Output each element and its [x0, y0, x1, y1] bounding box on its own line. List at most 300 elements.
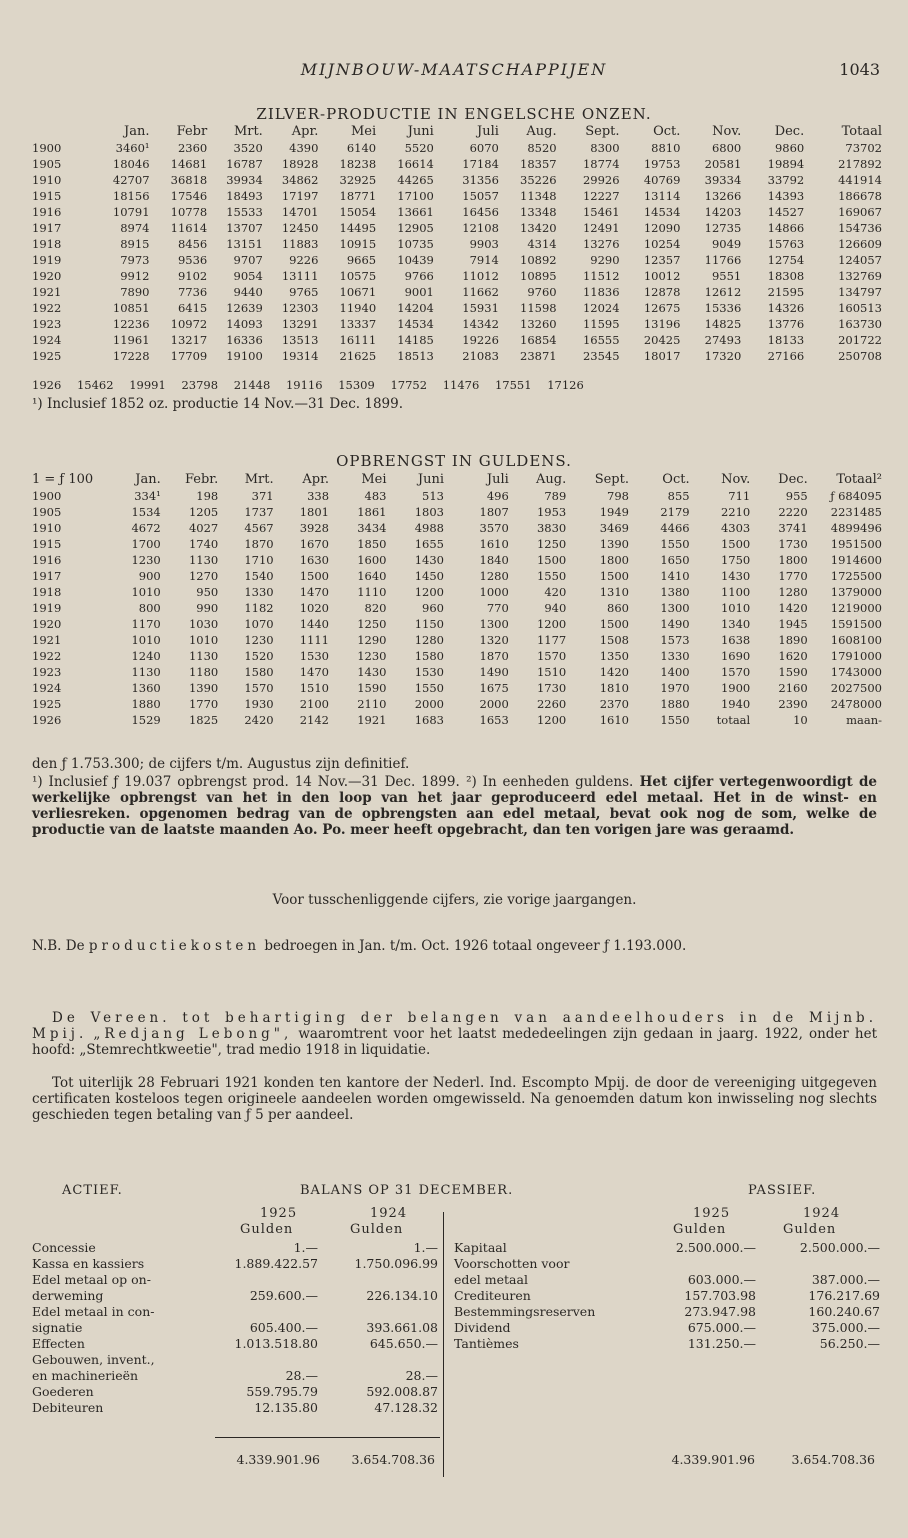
table-cell: 2260: [536, 697, 567, 711]
table-cell: 3520: [233, 141, 263, 155]
table-cell: 1500: [299, 569, 330, 583]
table-cell: 1420: [599, 665, 629, 679]
table-cell: 1000: [479, 585, 509, 599]
table-cell: 8810: [651, 141, 681, 155]
table-cell: 1570: [244, 681, 274, 695]
table-cell: 8456: [177, 237, 208, 251]
row-year: 1926: [32, 713, 62, 727]
table-cell: 16854: [520, 333, 557, 347]
table-cell: 2100: [299, 697, 330, 711]
table-cell: 1490: [479, 665, 509, 679]
table-cell: 12878: [643, 285, 681, 299]
liability-label: Crediteuren: [454, 1288, 531, 1303]
table-cell: 14203: [704, 205, 742, 219]
asset-value-1925: 1.—: [293, 1240, 318, 1255]
table-cell: 4899496: [830, 521, 882, 535]
table-cell: 9290: [590, 253, 620, 267]
table-cell: 73702: [845, 141, 882, 155]
table-cell: 6140: [346, 141, 377, 155]
table-cell: 1800: [599, 553, 629, 567]
table-cell: 13111: [281, 269, 319, 283]
table-cell: 940: [544, 601, 567, 615]
table-cell: 1900: [720, 681, 751, 695]
asset-currency-2: Gulden: [350, 1222, 404, 1237]
table-cell: 496: [486, 489, 509, 503]
asset-row: [30, 1272, 440, 1288]
row-year: 1925: [32, 697, 62, 711]
guilders-row: [32, 632, 882, 648]
table-cell: 1870: [479, 649, 509, 663]
table-cell: 33792: [767, 173, 805, 187]
table-cell: 8915: [120, 237, 150, 251]
table-cell: 14204: [397, 301, 434, 315]
association-paragraph-1: [32, 1010, 877, 1058]
table-cell: 9001: [404, 285, 434, 299]
asset-label: Concessie: [32, 1240, 96, 1255]
table-cell: 1683: [414, 713, 444, 727]
see-previous-note: Voor tusschenliggende cijfers, zie vorige jaargangen.: [272, 892, 637, 908]
table-cell: 1490: [660, 617, 690, 631]
table-cell: 9707: [233, 253, 263, 267]
table-cell: 1219000: [830, 601, 882, 615]
table-cell: 10778: [170, 205, 208, 219]
table-cell: 13513: [281, 333, 319, 347]
asset-label: signatie: [32, 1320, 83, 1335]
table-cell: 770: [486, 601, 509, 615]
table-cell: 1340: [720, 617, 751, 631]
guilders-col-header: Totaal²: [836, 472, 882, 487]
silver-col-header: Apr.: [291, 124, 319, 139]
table-cell: 12227: [582, 189, 620, 203]
table-cell: 1921: [357, 713, 387, 727]
table-cell: 11662: [462, 285, 499, 299]
table-cell: 15763: [767, 237, 805, 251]
guilders-footnote-2: ²) In eenheden guldens.: [466, 774, 634, 790]
table-cell: 12303: [281, 301, 319, 315]
table-cell: 12754: [767, 253, 805, 267]
balance-title: BALANS OP 31 DECEMBER.: [300, 1183, 514, 1198]
silver-row: [32, 316, 882, 332]
liability-value-1925: 675.000.—: [687, 1320, 756, 1335]
table-cell: 12357: [643, 253, 681, 267]
table-cell: 11961: [112, 333, 150, 347]
table-cell: 1010: [188, 633, 219, 647]
row-year: 1920: [32, 269, 62, 283]
table-cell: 3928: [299, 521, 330, 535]
row-year: 1922: [32, 301, 62, 315]
table-cell: 134797: [838, 285, 882, 299]
asset-label: Effecten: [32, 1336, 85, 1351]
liability-value-1924: [758, 1256, 882, 1272]
asset-currency-1: Gulden: [240, 1222, 294, 1237]
table-cell: 1770: [778, 569, 808, 583]
company-name: „Redjang Lebong",: [93, 1026, 293, 1042]
row-year: 1900: [32, 141, 62, 155]
table-cell: 1640: [357, 569, 387, 583]
guilders-row: [32, 504, 882, 520]
table-cell: 16614: [397, 157, 434, 171]
table-cell: 1320: [479, 633, 509, 647]
table-cell: 1550: [660, 537, 690, 551]
silver-row: [32, 204, 882, 220]
table-cell: 19991: [129, 378, 166, 392]
running-title: MIJNBOUW-MAATSCHAPPIJEN: [300, 60, 608, 79]
liability-value-1925: [632, 1256, 758, 1272]
table-cell: 1600: [357, 553, 387, 567]
asset-value-1924: [320, 1352, 440, 1368]
table-cell: 19314: [281, 349, 319, 363]
table-cell: 1890: [778, 633, 808, 647]
table-cell: 8300: [590, 141, 620, 155]
table-cell: 44265: [397, 173, 434, 187]
liability-label: edel metaal: [454, 1272, 528, 1287]
table-cell: 2360: [177, 141, 208, 155]
table-cell: 371: [251, 489, 274, 503]
silver-col-header: Mrt.: [233, 124, 263, 139]
asset-label: en machinerieën: [32, 1368, 139, 1383]
guilders-col-header: Mrt.: [244, 472, 274, 487]
currency-label: 1 = ƒ 100: [32, 472, 94, 487]
table-cell: 1070: [244, 617, 274, 631]
table-cell: 711: [728, 489, 751, 503]
assets-total-1925: 4.339.901.96: [236, 1452, 320, 1467]
table-cell: 1670: [299, 537, 330, 551]
table-cell: 1150: [414, 617, 444, 631]
table-cell: 16336: [226, 333, 263, 347]
row-year: 1900: [32, 489, 62, 503]
liabilities-total-1924: 3.654.708.36: [791, 1452, 875, 1467]
asset-label: derweming: [32, 1288, 104, 1303]
liability-label: Tantièmes: [454, 1336, 519, 1351]
liability-value-1925: 273.947.98: [684, 1304, 756, 1319]
asset-value-1924: [320, 1272, 440, 1288]
asset-label: Debiteuren: [32, 1400, 104, 1415]
table-cell: 14342: [462, 317, 499, 331]
table-cell: 14093: [226, 317, 263, 331]
asset-label: Gebouwen, invent.,: [32, 1352, 155, 1367]
table-cell: 1930: [244, 697, 274, 711]
table-cell: 1280: [778, 585, 808, 599]
table-cell: 513: [422, 489, 444, 503]
table-cell: 12108: [462, 221, 499, 235]
table-cell: 11940: [339, 301, 377, 315]
table-cell: 217892: [838, 157, 882, 171]
table-cell: 186678: [838, 189, 882, 203]
table-cell: 9766: [404, 269, 434, 283]
table-cell: 1534: [131, 505, 161, 519]
asset-row: [30, 1256, 440, 1272]
row-year: 1921: [32, 285, 62, 299]
guilders-col-header: Jan.: [135, 472, 161, 487]
table-cell: 4390: [289, 141, 319, 155]
table-cell: 2478000: [830, 697, 882, 711]
table-cell: 1690: [720, 649, 751, 663]
table-cell: 13260: [520, 317, 557, 331]
table-cell: 11836: [582, 285, 620, 299]
table-cell: 1791000: [830, 649, 882, 663]
liability-row: [452, 1304, 882, 1320]
guilders-notes: [32, 774, 877, 838]
table-cell: 1801: [299, 505, 330, 519]
table-cell: 13266: [704, 189, 742, 203]
table-cell: 1110: [357, 585, 387, 599]
table-cell: 1280: [414, 633, 444, 647]
table-cell: 1850: [357, 537, 387, 551]
table-cell: 7890: [120, 285, 150, 299]
guilders-col-header: Sept.: [594, 472, 629, 487]
table-cell: 15462: [76, 378, 114, 392]
table-cell: 1230: [131, 553, 161, 567]
table-cell: 1500: [536, 553, 567, 567]
table-cell: 1880: [660, 697, 690, 711]
liability-label: Kapitaal: [454, 1240, 507, 1255]
table-cell: 6800: [711, 141, 742, 155]
table-cell: 1508: [599, 633, 629, 647]
table-cell: 1550: [660, 713, 690, 727]
table-cell: 1100: [720, 585, 751, 599]
table-cell: 1638: [720, 633, 751, 647]
table-cell: 17228: [112, 349, 150, 363]
table-cell: 1020: [299, 601, 330, 615]
liability-value-1925: 157.703.98: [684, 1288, 756, 1303]
table-cell: 1240: [131, 649, 161, 663]
row-year: 1920: [32, 617, 62, 631]
table-cell: 1580: [414, 649, 444, 663]
table-cell: 11598: [520, 301, 557, 315]
table-cell: 1700: [131, 537, 161, 551]
table-cell: 1530: [414, 665, 444, 679]
table-cell: 1520: [244, 649, 274, 663]
row-year: 1910: [32, 521, 62, 535]
table-cell: 855: [667, 489, 690, 503]
liability-row: [452, 1240, 882, 1256]
table-cell: 4303: [720, 521, 751, 535]
table-cell: 1430: [720, 569, 751, 583]
table-cell: 1182: [244, 601, 274, 615]
table-cell: 27166: [767, 349, 805, 363]
table-cell: 1470: [299, 665, 330, 679]
asset-row: [30, 1320, 440, 1336]
table-cell: 1500: [599, 569, 629, 583]
asset-value-1924: 226.134.10: [366, 1288, 438, 1303]
table-cell: 1580: [244, 665, 274, 679]
table-cell: 1710: [244, 553, 274, 567]
table-cell: 1310: [599, 585, 629, 599]
table-cell: 16555: [582, 333, 620, 347]
table-cell: 9760: [527, 285, 557, 299]
table-cell: 29926: [582, 173, 620, 187]
table-cell: 17709: [170, 349, 208, 363]
table-cell: 39934: [226, 173, 263, 187]
guilders-col-header: Apr.: [302, 472, 330, 487]
table-cell: 9054: [233, 269, 263, 283]
row-year: 1905: [32, 157, 62, 171]
table-cell: 9226: [289, 253, 319, 267]
table-cell: 1130: [131, 665, 161, 679]
table-cell: 18357: [520, 157, 557, 171]
table-cell: 126609: [838, 237, 882, 251]
table-cell: 18774: [582, 157, 620, 171]
table-cell: 8974: [120, 221, 150, 235]
table-cell: 1170: [131, 617, 161, 631]
table-cell: 14534: [643, 205, 681, 219]
asset-value-1924: 1.750.096.99: [354, 1256, 438, 1271]
row-year: 1924: [32, 681, 62, 695]
table-cell: 11348: [520, 189, 557, 203]
table-cell: 14495: [339, 221, 377, 235]
guilders-row: [32, 584, 882, 600]
table-cell: 14701: [281, 205, 319, 219]
table-cell: 10892: [520, 253, 557, 267]
asset-row: [30, 1384, 440, 1400]
asset-value-1925: 28.—: [285, 1368, 318, 1383]
table-cell: 1360: [131, 681, 161, 695]
row-year: 1925: [32, 349, 62, 363]
asset-value-1925: 605.400.—: [249, 1320, 318, 1335]
guilders-row: [32, 616, 882, 632]
table-cell: 1200: [536, 713, 567, 727]
table-cell: 1630: [299, 553, 330, 567]
table-cell: 1270: [188, 569, 219, 583]
table-cell: 11512: [582, 269, 620, 283]
liability-label: Voorschotten voor: [454, 1256, 570, 1271]
row-year: 1921: [32, 633, 62, 647]
table-cell: 3741: [778, 521, 808, 535]
table-cell: 163730: [838, 317, 882, 331]
table-cell: 6070: [469, 141, 499, 155]
liability-value-1924: 160.240.67: [808, 1304, 880, 1319]
table-cell: 10895: [520, 269, 557, 283]
guilders-row: [32, 520, 882, 536]
row-year: 1916: [32, 553, 62, 567]
table-cell: 1430: [357, 665, 387, 679]
table-cell: 3570: [479, 521, 509, 535]
table-cell: 32925: [339, 173, 377, 187]
asset-row: [30, 1240, 440, 1256]
table-cell: 1800: [778, 553, 808, 567]
table-cell: 160513: [838, 301, 882, 315]
table-cell: 18928: [281, 157, 319, 171]
silver-row: [32, 172, 882, 188]
nb-pre: De: [65, 938, 85, 954]
table-cell: 21448: [233, 378, 271, 392]
asset-row: [30, 1288, 440, 1304]
silver-section-title: ZILVER-PRODUCTIE IN ENGELSCHE ONZEN.: [256, 105, 652, 123]
table-cell: 1740: [188, 537, 219, 551]
table-cell: 12024: [582, 301, 620, 315]
table-cell: 1300: [660, 601, 690, 615]
silver-1926-row: [32, 378, 584, 392]
silver-footnote-text: Inclusief 1852 oz. productie 14 Nov.—31 Dec. 1899.: [46, 396, 404, 412]
silver-col-header: Nov.: [712, 124, 742, 139]
table-cell: 1010: [131, 585, 161, 599]
table-cell: 9551: [711, 269, 742, 283]
table-cell: 17197: [281, 189, 319, 203]
table-cell: 11012: [462, 269, 499, 283]
assets-total-1924: 3.654.708.36: [351, 1452, 435, 1467]
silver-col-header: Jan.: [124, 124, 150, 139]
asset-value-1925: 559.795.79: [246, 1384, 318, 1399]
table-cell: 1230: [244, 633, 274, 647]
table-cell: 9049: [711, 237, 742, 251]
guilders-col-header: Dec.: [778, 472, 808, 487]
guilders-col-header: Febr.: [184, 472, 219, 487]
silver-row: [32, 332, 882, 348]
table-cell: 1655: [414, 537, 444, 551]
table-cell: 3469: [599, 521, 629, 535]
table-cell: 1825: [188, 713, 219, 727]
table-cell: 14393: [767, 189, 805, 203]
table-cell: 955: [785, 489, 808, 503]
table-cell: 9102: [177, 269, 208, 283]
table-cell: 18513: [397, 349, 434, 363]
guilders-col-header: Juli: [486, 472, 509, 487]
silver-col-header: Sept.: [585, 124, 620, 139]
liability-value-1924: 387.000.—: [811, 1272, 880, 1287]
table-cell: 3434: [357, 521, 387, 535]
row-year: 1926: [32, 378, 62, 392]
table-cell: 334¹: [134, 489, 161, 503]
liability-year-2: 1924: [803, 1206, 841, 1221]
liability-value-1924: 2.500.000.—: [799, 1240, 880, 1255]
asset-row: [30, 1368, 440, 1384]
table-cell: 1290: [357, 633, 387, 647]
table-cell: 9665: [346, 253, 377, 267]
table-cell: 14326: [767, 301, 805, 315]
table-cell: 1440: [299, 617, 330, 631]
table-cell: 1529: [131, 713, 161, 727]
asset-value-1925: 259.600.—: [249, 1288, 318, 1303]
asset-label: Goederen: [32, 1384, 94, 1399]
table-cell: 1970: [660, 681, 690, 695]
table-cell: 1250: [536, 537, 567, 551]
table-cell: 10254: [643, 237, 681, 251]
table-cell: 10972: [170, 317, 208, 331]
table-cell: 17752: [390, 378, 428, 392]
row-year: 1915: [32, 189, 62, 203]
table-cell: 1330: [660, 649, 690, 663]
table-cell: 19116: [285, 378, 323, 392]
row-year: 1919: [32, 601, 62, 615]
nb-spaced-term: productiekosten: [88, 938, 261, 954]
table-cell: 13337: [339, 317, 377, 331]
liabilities-table: [452, 1240, 882, 1352]
silver-row: [32, 252, 882, 268]
page-number: 1043: [839, 60, 880, 79]
table-cell: 13151: [226, 237, 263, 251]
table-cell: 1550: [414, 681, 444, 695]
table-cell: 13776: [767, 317, 805, 331]
table-cell: 960: [422, 601, 444, 615]
table-cell: 21625: [339, 349, 377, 363]
table-cell: 13114: [643, 189, 681, 203]
asset-value-1924: [320, 1304, 440, 1320]
liability-row: [452, 1336, 882, 1352]
table-cell: 17184: [462, 157, 499, 171]
table-cell: 124057: [838, 253, 882, 267]
table-cell: 15533: [226, 205, 263, 219]
asset-row: [30, 1352, 440, 1368]
asset-label: Edel metaal op on-: [32, 1272, 151, 1287]
silver-production-table: [32, 124, 882, 364]
table-cell: 17126: [547, 378, 584, 392]
table-cell: 1510: [299, 681, 330, 695]
table-cell: 18493: [226, 189, 263, 203]
table-cell: 1530: [299, 649, 330, 663]
table-cell: 789: [544, 489, 567, 503]
table-cell: 1608100: [830, 633, 882, 647]
table-cell: 201722: [838, 333, 882, 347]
